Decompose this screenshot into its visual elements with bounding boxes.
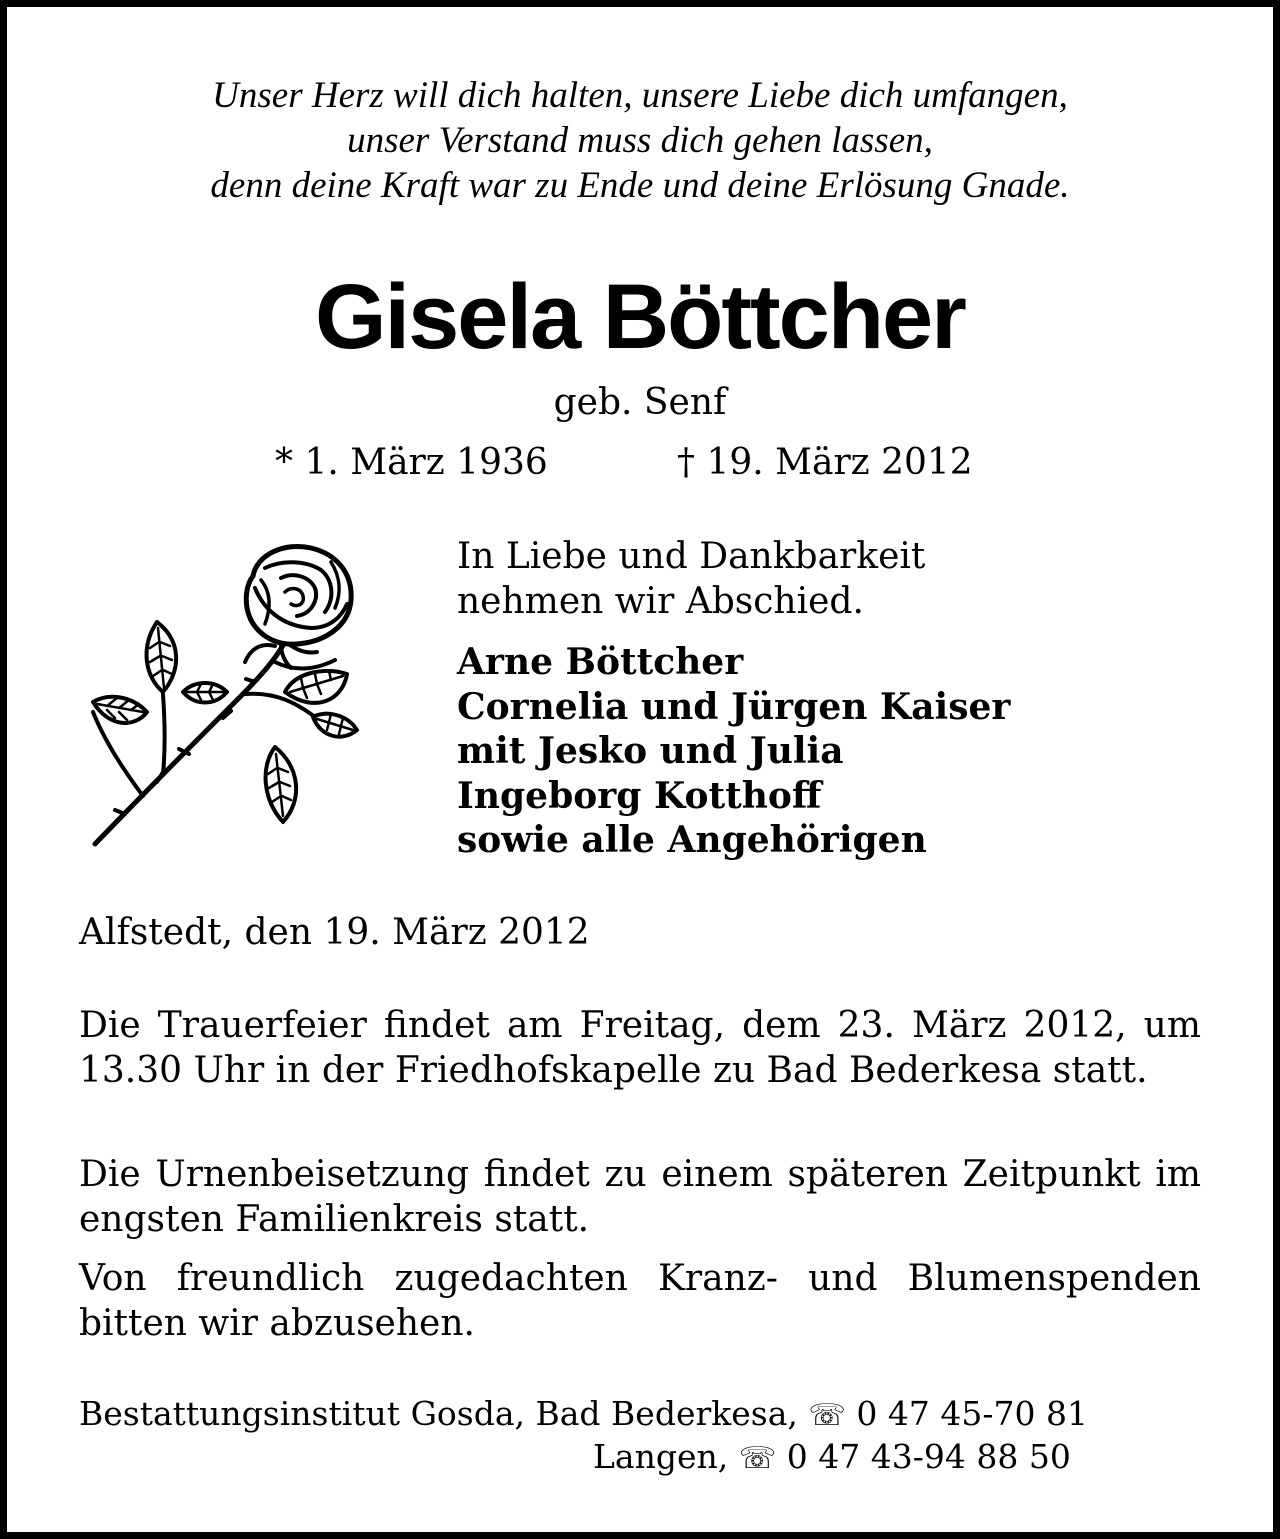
death-date: † 19. März 2012 xyxy=(677,442,973,483)
mourners-list xyxy=(457,640,1010,863)
maiden-name: geb. Senf xyxy=(553,382,727,423)
mourner-name: Cornelia und Jürgen Kaiser xyxy=(457,685,1011,728)
phone-number: 0 47 43-94 88 50 xyxy=(786,1437,1071,1476)
mourner-name: Arne Böttcher xyxy=(457,641,744,683)
phone-number: 0 47 45-70 81 xyxy=(856,1394,1088,1433)
phone-icon: ☏ xyxy=(738,1441,777,1476)
farewell-text xyxy=(457,534,925,624)
motto-verse xyxy=(7,73,1273,208)
birth-date: * 1. März 1936 xyxy=(275,442,548,483)
farewell-line-2: nehmen wir Abschied. xyxy=(457,581,864,622)
mourner-name: Ingeborg Kotthoff xyxy=(457,774,822,817)
urn-burial-paragraph: Die Urnenbeisetzung findet zu einem späteren Zeitpunkt im engsten Familienkreis statt. xyxy=(79,1154,1201,1240)
mourner-name: mit Jesko und Julia xyxy=(457,730,844,772)
farewell-line-1: In Liebe und Dankbarkeit xyxy=(457,536,926,577)
motto-line-3: denn deine Kraft war zu Ende und deine Erlösung Gnade. xyxy=(210,165,1070,206)
place-and-date: Alfstedt, den 19. März 2012 xyxy=(79,912,590,953)
motto-line-1: Unser Herz will dich halten, unsere Liebe dich umfangen, xyxy=(212,75,1068,116)
motto-line-2: unser Verstand muss dich gehen lassen, xyxy=(347,120,933,161)
funeral-home-name: Bestattungsinstitut Gosda, Bad Bederkesa, xyxy=(79,1394,798,1433)
branch-location: Langen, xyxy=(593,1437,729,1476)
mourner-name: sowie alle Angehörigen xyxy=(457,819,927,861)
deceased-name: Gisela Böttcher xyxy=(315,266,965,368)
funeral-service-paragraph: Die Trauerfeier findet am Freitag, dem 23. März 2012, um 13.30 Uhr in der Friedhofskapelle zu Bad Bederkesa statt. xyxy=(79,1005,1201,1091)
phone-icon: ☏ xyxy=(808,1398,846,1433)
flowers-paragraph: Von freundlich zugedachten Kranz- und Blumenspenden bitten wir abzusehen. xyxy=(79,1258,1201,1344)
funeral-home-line-1 xyxy=(79,1392,1088,1438)
rose-icon xyxy=(85,542,365,852)
funeral-home-line-2 xyxy=(593,1435,1071,1481)
